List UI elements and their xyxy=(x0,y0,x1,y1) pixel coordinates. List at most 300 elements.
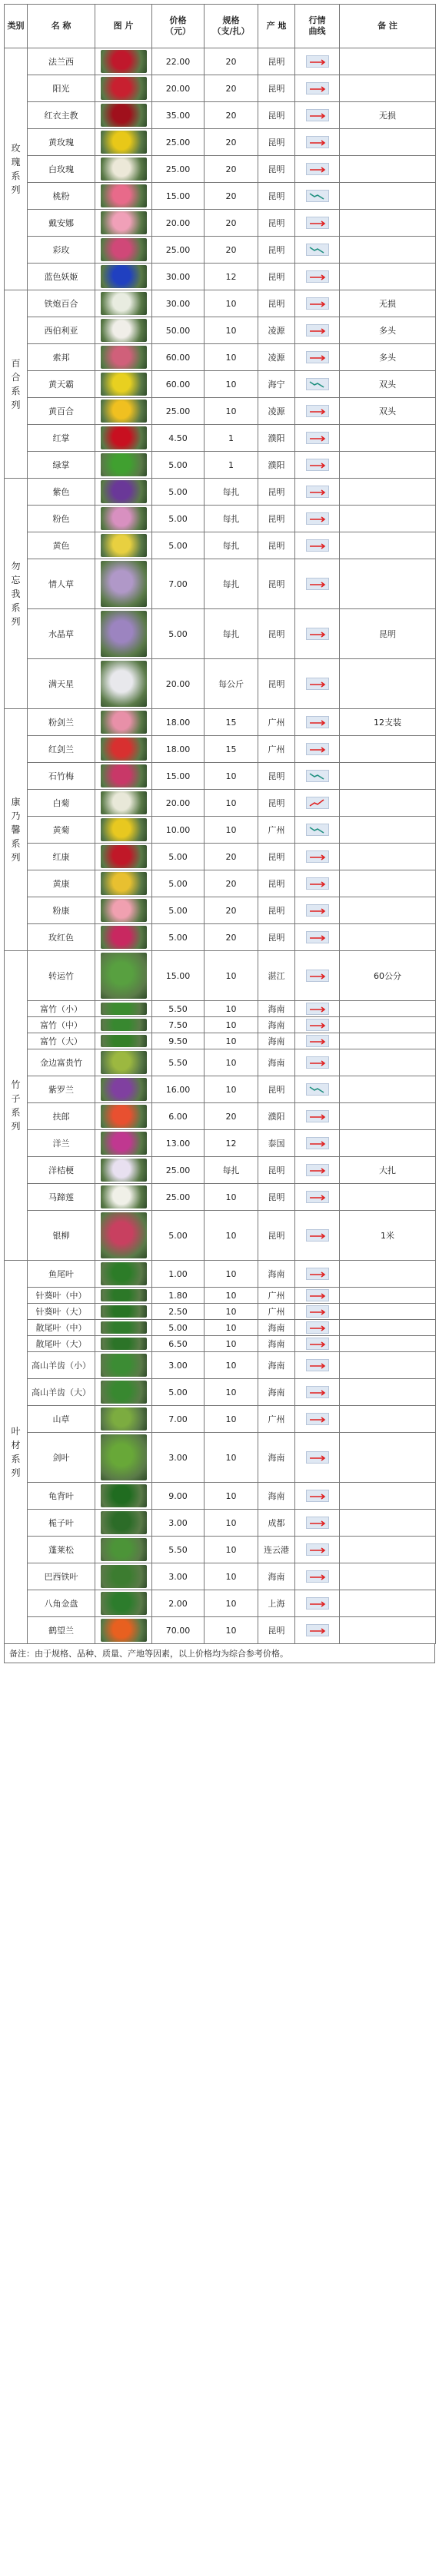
trend-chart-icon[interactable] xyxy=(306,797,329,809)
trend-chart-icon[interactable] xyxy=(306,1191,329,1203)
trend-chart-icon[interactable] xyxy=(306,1517,329,1529)
product-photo xyxy=(101,507,147,530)
product-remark xyxy=(340,156,436,183)
product-origin: 海南 xyxy=(258,1563,295,1590)
product-price: 6.00 xyxy=(152,1103,205,1130)
product-origin: 昆明 xyxy=(258,290,295,317)
product-spec: 10 xyxy=(205,790,258,817)
product-name: 蓝色妖姬 xyxy=(28,264,95,290)
product-price: 5.00 xyxy=(152,1211,205,1261)
product-name: 针葵叶（大） xyxy=(28,1304,95,1320)
header-name: 名 称 xyxy=(28,5,95,48)
product-photo xyxy=(101,346,147,369)
product-name: 富竹（大） xyxy=(28,1033,95,1049)
product-spec: 每扎 xyxy=(205,609,258,659)
product-name: 阳光 xyxy=(28,75,95,102)
product-photo xyxy=(101,1078,147,1101)
trend-cell xyxy=(295,870,340,897)
trend-chart-icon[interactable] xyxy=(306,678,329,690)
product-photo xyxy=(101,1159,147,1182)
product-photo-cell xyxy=(95,1563,152,1590)
category-label xyxy=(5,48,28,290)
product-photo xyxy=(101,50,147,73)
product-photo-cell xyxy=(95,1590,152,1617)
product-remark xyxy=(340,1590,436,1617)
product-photo-cell xyxy=(95,924,152,951)
trend-chart-icon[interactable] xyxy=(306,1268,329,1280)
product-photo xyxy=(101,399,147,423)
footnote: 备注：由于规格、品种、质量、产地等因素，以上价格均为综合参考价格。 xyxy=(4,1644,435,1663)
product-name: 转运竹 xyxy=(28,951,95,1001)
product-spec: 10 xyxy=(205,1017,258,1033)
product-spec: 20 xyxy=(205,156,258,183)
trend-chart-icon[interactable] xyxy=(306,486,329,498)
table-row xyxy=(5,1483,436,1510)
product-name: 满天星 xyxy=(28,659,95,709)
product-price: 18.00 xyxy=(152,709,205,736)
product-spec: 12 xyxy=(205,1130,258,1157)
product-remark: 12支装 xyxy=(340,709,436,736)
product-name: 八角金盘 xyxy=(28,1590,95,1617)
trend-chart-icon[interactable] xyxy=(306,1490,329,1502)
product-price: 35.00 xyxy=(152,102,205,129)
product-remark xyxy=(340,75,436,102)
trend-chart-icon[interactable] xyxy=(306,351,329,363)
trend-chart-icon[interactable] xyxy=(306,824,329,836)
product-photo-cell xyxy=(95,1017,152,1033)
product-photo-cell xyxy=(95,1261,152,1288)
product-photo-cell xyxy=(95,398,152,425)
trend-chart-icon[interactable] xyxy=(306,244,329,256)
trend-chart-icon[interactable] xyxy=(306,55,329,68)
trend-chart-icon[interactable] xyxy=(306,1019,329,1031)
product-origin: 昆明 xyxy=(258,1157,295,1184)
table-row xyxy=(5,609,436,659)
product-spec: 10 xyxy=(205,1336,258,1352)
product-price: 20.00 xyxy=(152,790,205,817)
product-remark xyxy=(340,264,436,290)
product-spec: 10 xyxy=(205,317,258,344)
trend-cell xyxy=(295,844,340,870)
table-row xyxy=(5,709,436,736)
product-remark xyxy=(340,1001,436,1017)
product-spec: 20 xyxy=(205,183,258,210)
product-photo-cell xyxy=(95,425,152,452)
product-photo-cell xyxy=(95,1406,152,1433)
trend-chart-icon[interactable] xyxy=(306,1413,329,1425)
product-price: 5.00 xyxy=(152,452,205,479)
table-row xyxy=(5,736,436,763)
product-photo xyxy=(101,480,147,503)
product-price: 7.00 xyxy=(152,1406,205,1433)
product-name: 黄色 xyxy=(28,532,95,559)
product-name: 红掌 xyxy=(28,425,95,452)
product-price: 20.00 xyxy=(152,210,205,237)
trend-chart-icon[interactable] xyxy=(306,1083,329,1096)
trend-cell xyxy=(295,1288,340,1304)
table-row xyxy=(5,371,436,398)
trend-chart-icon[interactable] xyxy=(306,716,329,728)
trend-chart-icon[interactable] xyxy=(306,109,329,121)
product-photo xyxy=(101,453,147,476)
product-price: 5.00 xyxy=(152,870,205,897)
product-origin: 海南 xyxy=(258,1261,295,1288)
product-remark xyxy=(340,1352,436,1379)
product-photo xyxy=(101,711,147,734)
trend-chart-icon[interactable] xyxy=(306,163,329,175)
product-name: 剑叶 xyxy=(28,1433,95,1483)
product-photo-cell xyxy=(95,102,152,129)
product-origin: 海南 xyxy=(258,1320,295,1336)
trend-chart-icon[interactable] xyxy=(306,628,329,640)
product-spec: 10 xyxy=(205,344,258,371)
product-name: 针葵叶（中） xyxy=(28,1288,95,1304)
product-photo-cell xyxy=(95,237,152,264)
product-origin: 昆明 xyxy=(258,129,295,156)
flower-price-table xyxy=(4,4,436,1644)
product-photo-cell xyxy=(95,559,152,609)
table-row xyxy=(5,210,436,237)
product-name: 洋桔梗 xyxy=(28,1157,95,1184)
product-origin: 昆明 xyxy=(258,844,295,870)
trend-cell xyxy=(295,1304,340,1320)
table-row xyxy=(5,870,436,897)
trend-chart-icon[interactable] xyxy=(306,1164,329,1176)
product-origin: 广州 xyxy=(258,1288,295,1304)
category-text: 叶材系列 xyxy=(11,1426,21,1478)
trend-chart-icon[interactable] xyxy=(306,136,329,148)
product-photo xyxy=(101,1354,147,1377)
table-row xyxy=(5,817,436,844)
product-name: 玫红色 xyxy=(28,924,95,951)
product-origin: 昆明 xyxy=(258,210,295,237)
product-price: 60.00 xyxy=(152,371,205,398)
product-name: 粉剑兰 xyxy=(28,709,95,736)
trend-cell xyxy=(295,1017,340,1033)
product-spec: 20 xyxy=(205,102,258,129)
trend-chart-icon[interactable] xyxy=(306,1359,329,1371)
product-origin: 连云港 xyxy=(258,1537,295,1563)
trend-chart-icon[interactable] xyxy=(306,1110,329,1122)
product-origin: 昆明 xyxy=(258,559,295,609)
trend-chart-icon[interactable] xyxy=(306,1321,329,1334)
trend-chart-icon[interactable] xyxy=(306,1305,329,1318)
trend-cell xyxy=(295,183,340,210)
product-remark xyxy=(340,1288,436,1304)
product-origin: 昆明 xyxy=(258,48,295,75)
product-remark xyxy=(340,870,436,897)
trend-chart-icon[interactable] xyxy=(306,432,329,444)
trend-chart-icon[interactable] xyxy=(306,270,329,283)
table-row xyxy=(5,1049,436,1076)
product-photo-cell xyxy=(95,129,152,156)
product-origin: 昆明 xyxy=(258,532,295,559)
product-photo xyxy=(101,818,147,841)
product-name: 银柳 xyxy=(28,1211,95,1261)
product-price: 16.00 xyxy=(152,1076,205,1103)
product-name: 红康 xyxy=(28,844,95,870)
header-remark: 备 注 xyxy=(340,5,436,48)
product-name: 彩玫 xyxy=(28,237,95,264)
product-photo xyxy=(101,872,147,895)
product-price: 5.50 xyxy=(152,1537,205,1563)
product-photo xyxy=(101,561,147,607)
product-photo xyxy=(101,211,147,234)
product-origin: 海南 xyxy=(258,1017,295,1033)
product-spec: 10 xyxy=(205,1076,258,1103)
table-row xyxy=(5,1304,436,1320)
product-remark xyxy=(340,1033,436,1049)
product-photo xyxy=(101,899,147,922)
product-spec: 10 xyxy=(205,371,258,398)
product-photo-cell xyxy=(95,317,152,344)
trend-chart-icon[interactable] xyxy=(306,459,329,471)
product-photo-cell xyxy=(95,1157,152,1184)
product-origin: 昆明 xyxy=(258,479,295,506)
product-spec: 10 xyxy=(205,1001,258,1017)
product-photo xyxy=(101,1051,147,1074)
product-spec: 15 xyxy=(205,709,258,736)
product-price: 6.50 xyxy=(152,1336,205,1352)
product-price: 9.00 xyxy=(152,1483,205,1510)
trend-chart-icon[interactable] xyxy=(306,1624,329,1636)
product-remark xyxy=(340,1304,436,1320)
product-origin: 昆明 xyxy=(258,659,295,709)
product-photo-cell xyxy=(95,1103,152,1130)
product-remark xyxy=(340,1261,436,1288)
table-row xyxy=(5,559,436,609)
product-origin: 凌源 xyxy=(258,317,295,344)
trend-chart-icon[interactable] xyxy=(306,324,329,337)
product-photo xyxy=(101,184,147,207)
product-photo xyxy=(101,319,147,342)
trend-chart-icon[interactable] xyxy=(306,297,329,310)
product-name: 黄玫瑰 xyxy=(28,129,95,156)
product-remark xyxy=(340,1406,436,1433)
trend-chart-icon[interactable] xyxy=(306,1451,329,1464)
trend-cell xyxy=(295,479,340,506)
product-spec: 10 xyxy=(205,398,258,425)
product-remark xyxy=(340,237,436,264)
product-name: 桃粉 xyxy=(28,183,95,210)
product-origin: 昆明 xyxy=(258,102,295,129)
trend-chart-icon[interactable] xyxy=(306,82,329,94)
product-spec: 每扎 xyxy=(205,1157,258,1184)
trend-chart-icon[interactable] xyxy=(306,1570,329,1583)
product-spec: 1 xyxy=(205,452,258,479)
trend-chart-icon[interactable] xyxy=(306,1289,329,1301)
product-spec: 10 xyxy=(205,1261,258,1288)
product-price: 25.00 xyxy=(152,1157,205,1184)
product-price: 5.00 xyxy=(152,1320,205,1336)
product-price: 25.00 xyxy=(152,398,205,425)
product-name: 黄康 xyxy=(28,870,95,897)
product-origin: 海南 xyxy=(258,1483,295,1510)
product-photo-cell xyxy=(95,897,152,924)
product-spec: 10 xyxy=(205,1617,258,1644)
product-origin: 广州 xyxy=(258,817,295,844)
trend-cell xyxy=(295,532,340,559)
product-photo-cell xyxy=(95,1537,152,1563)
product-name: 龟背叶 xyxy=(28,1483,95,1510)
trend-chart-icon[interactable] xyxy=(306,1543,329,1556)
table-row xyxy=(5,479,436,506)
product-spec: 20 xyxy=(205,924,258,951)
product-name: 红剑兰 xyxy=(28,736,95,763)
product-remark: 多头 xyxy=(340,317,436,344)
trend-chart-icon[interactable] xyxy=(306,850,329,863)
product-photo-cell xyxy=(95,1336,152,1352)
table-row xyxy=(5,452,436,479)
product-origin: 广州 xyxy=(258,709,295,736)
product-remark xyxy=(340,1379,436,1406)
trend-cell xyxy=(295,425,340,452)
table-row xyxy=(5,1130,436,1157)
product-spec: 每扎 xyxy=(205,506,258,532)
product-photo-cell xyxy=(95,763,152,790)
product-remark xyxy=(340,1184,436,1211)
product-photo-cell xyxy=(95,452,152,479)
trend-chart-icon[interactable] xyxy=(306,512,329,525)
product-remark xyxy=(340,559,436,609)
trend-chart-icon[interactable] xyxy=(306,743,329,755)
product-photo xyxy=(101,426,147,449)
trend-chart-icon[interactable] xyxy=(306,190,329,202)
product-price: 3.00 xyxy=(152,1563,205,1590)
product-photo-cell xyxy=(95,951,152,1001)
trend-chart-icon[interactable] xyxy=(306,1056,329,1069)
product-remark xyxy=(340,1433,436,1483)
trend-chart-icon[interactable] xyxy=(306,405,329,417)
trend-cell xyxy=(295,817,340,844)
product-photo-cell xyxy=(95,344,152,371)
product-spec: 20 xyxy=(205,237,258,264)
product-photo xyxy=(101,764,147,787)
product-name: 水晶草 xyxy=(28,609,95,659)
product-origin: 昆明 xyxy=(258,75,295,102)
product-price: 5.00 xyxy=(152,609,205,659)
product-origin: 昆明 xyxy=(258,790,295,817)
product-photo xyxy=(101,661,147,707)
trend-cell xyxy=(295,1261,340,1288)
product-remark xyxy=(340,763,436,790)
product-remark: 无损 xyxy=(340,102,436,129)
trend-chart-icon[interactable] xyxy=(306,378,329,390)
product-origin: 广州 xyxy=(258,1304,295,1320)
product-name: 富竹（中） xyxy=(28,1017,95,1033)
product-photo-cell xyxy=(95,1304,152,1320)
category-text: 竹子系列 xyxy=(11,1079,21,1132)
product-remark xyxy=(340,897,436,924)
product-photo-cell xyxy=(95,870,152,897)
trend-chart-icon[interactable] xyxy=(306,539,329,552)
trend-chart-icon[interactable] xyxy=(306,877,329,890)
trend-chart-icon[interactable] xyxy=(306,1035,329,1047)
trend-cell xyxy=(295,264,340,290)
table-row xyxy=(5,1033,436,1049)
table-row xyxy=(5,48,436,75)
trend-cell xyxy=(295,1336,340,1352)
product-remark: 昆明 xyxy=(340,609,436,659)
product-name: 铁炮百合 xyxy=(28,290,95,317)
product-photo xyxy=(101,131,147,154)
product-spec: 10 xyxy=(205,1537,258,1563)
product-photo-cell xyxy=(95,1211,152,1261)
table-row xyxy=(5,1320,436,1336)
product-spec: 10 xyxy=(205,817,258,844)
trend-chart-icon[interactable] xyxy=(306,1338,329,1350)
product-origin: 海南 xyxy=(258,1352,295,1379)
product-spec: 10 xyxy=(205,290,258,317)
product-photo xyxy=(101,1538,147,1561)
product-photo xyxy=(101,1132,147,1155)
table-row xyxy=(5,1261,436,1288)
product-photo xyxy=(101,1381,147,1404)
category-label xyxy=(5,709,28,951)
product-photo-cell xyxy=(95,210,152,237)
trend-chart-icon[interactable] xyxy=(306,1386,329,1398)
product-price: 30.00 xyxy=(152,264,205,290)
product-origin: 上海 xyxy=(258,1590,295,1617)
product-spec: 每扎 xyxy=(205,479,258,506)
product-photo xyxy=(101,1185,147,1208)
trend-chart-icon[interactable] xyxy=(306,770,329,782)
category-label xyxy=(5,1261,28,1644)
product-price: 5.00 xyxy=(152,897,205,924)
trend-chart-icon[interactable] xyxy=(306,931,329,943)
product-photo-cell xyxy=(95,48,152,75)
product-photo xyxy=(101,738,147,761)
trend-cell xyxy=(295,1510,340,1537)
trend-cell xyxy=(295,1537,340,1563)
product-spec: 10 xyxy=(205,1483,258,1510)
product-remark: 双头 xyxy=(340,371,436,398)
product-price: 5.00 xyxy=(152,532,205,559)
product-origin: 海南 xyxy=(258,1049,295,1076)
table-row xyxy=(5,317,436,344)
trend-chart-icon[interactable] xyxy=(306,904,329,917)
product-photo-cell xyxy=(95,156,152,183)
trend-chart-icon[interactable] xyxy=(306,1229,329,1242)
product-spec: 20 xyxy=(205,210,258,237)
product-photo-cell xyxy=(95,1076,152,1103)
table-row xyxy=(5,1352,436,1379)
product-name: 巴西铁叶 xyxy=(28,1563,95,1590)
product-photo-cell xyxy=(95,1049,152,1076)
product-photo-cell xyxy=(95,790,152,817)
table-row xyxy=(5,1017,436,1033)
product-spec: 15 xyxy=(205,736,258,763)
trend-chart-icon[interactable] xyxy=(306,578,329,590)
product-photo-cell xyxy=(95,817,152,844)
trend-chart-icon[interactable] xyxy=(306,1003,329,1015)
trend-chart-icon[interactable] xyxy=(306,970,329,982)
product-origin: 昆明 xyxy=(258,183,295,210)
trend-chart-icon[interactable] xyxy=(306,1137,329,1149)
header-price: 价格 （元） xyxy=(152,5,205,48)
header-trend: 行情 曲线 xyxy=(295,5,340,48)
product-photo-cell xyxy=(95,609,152,659)
trend-chart-icon[interactable] xyxy=(306,217,329,229)
product-price: 20.00 xyxy=(152,659,205,709)
product-photo-cell xyxy=(95,1288,152,1304)
table-row xyxy=(5,425,436,452)
table-row xyxy=(5,924,436,951)
trend-chart-icon[interactable] xyxy=(306,1597,329,1610)
product-origin: 海南 xyxy=(258,1001,295,1017)
product-origin: 昆明 xyxy=(258,897,295,924)
table-row xyxy=(5,264,436,290)
